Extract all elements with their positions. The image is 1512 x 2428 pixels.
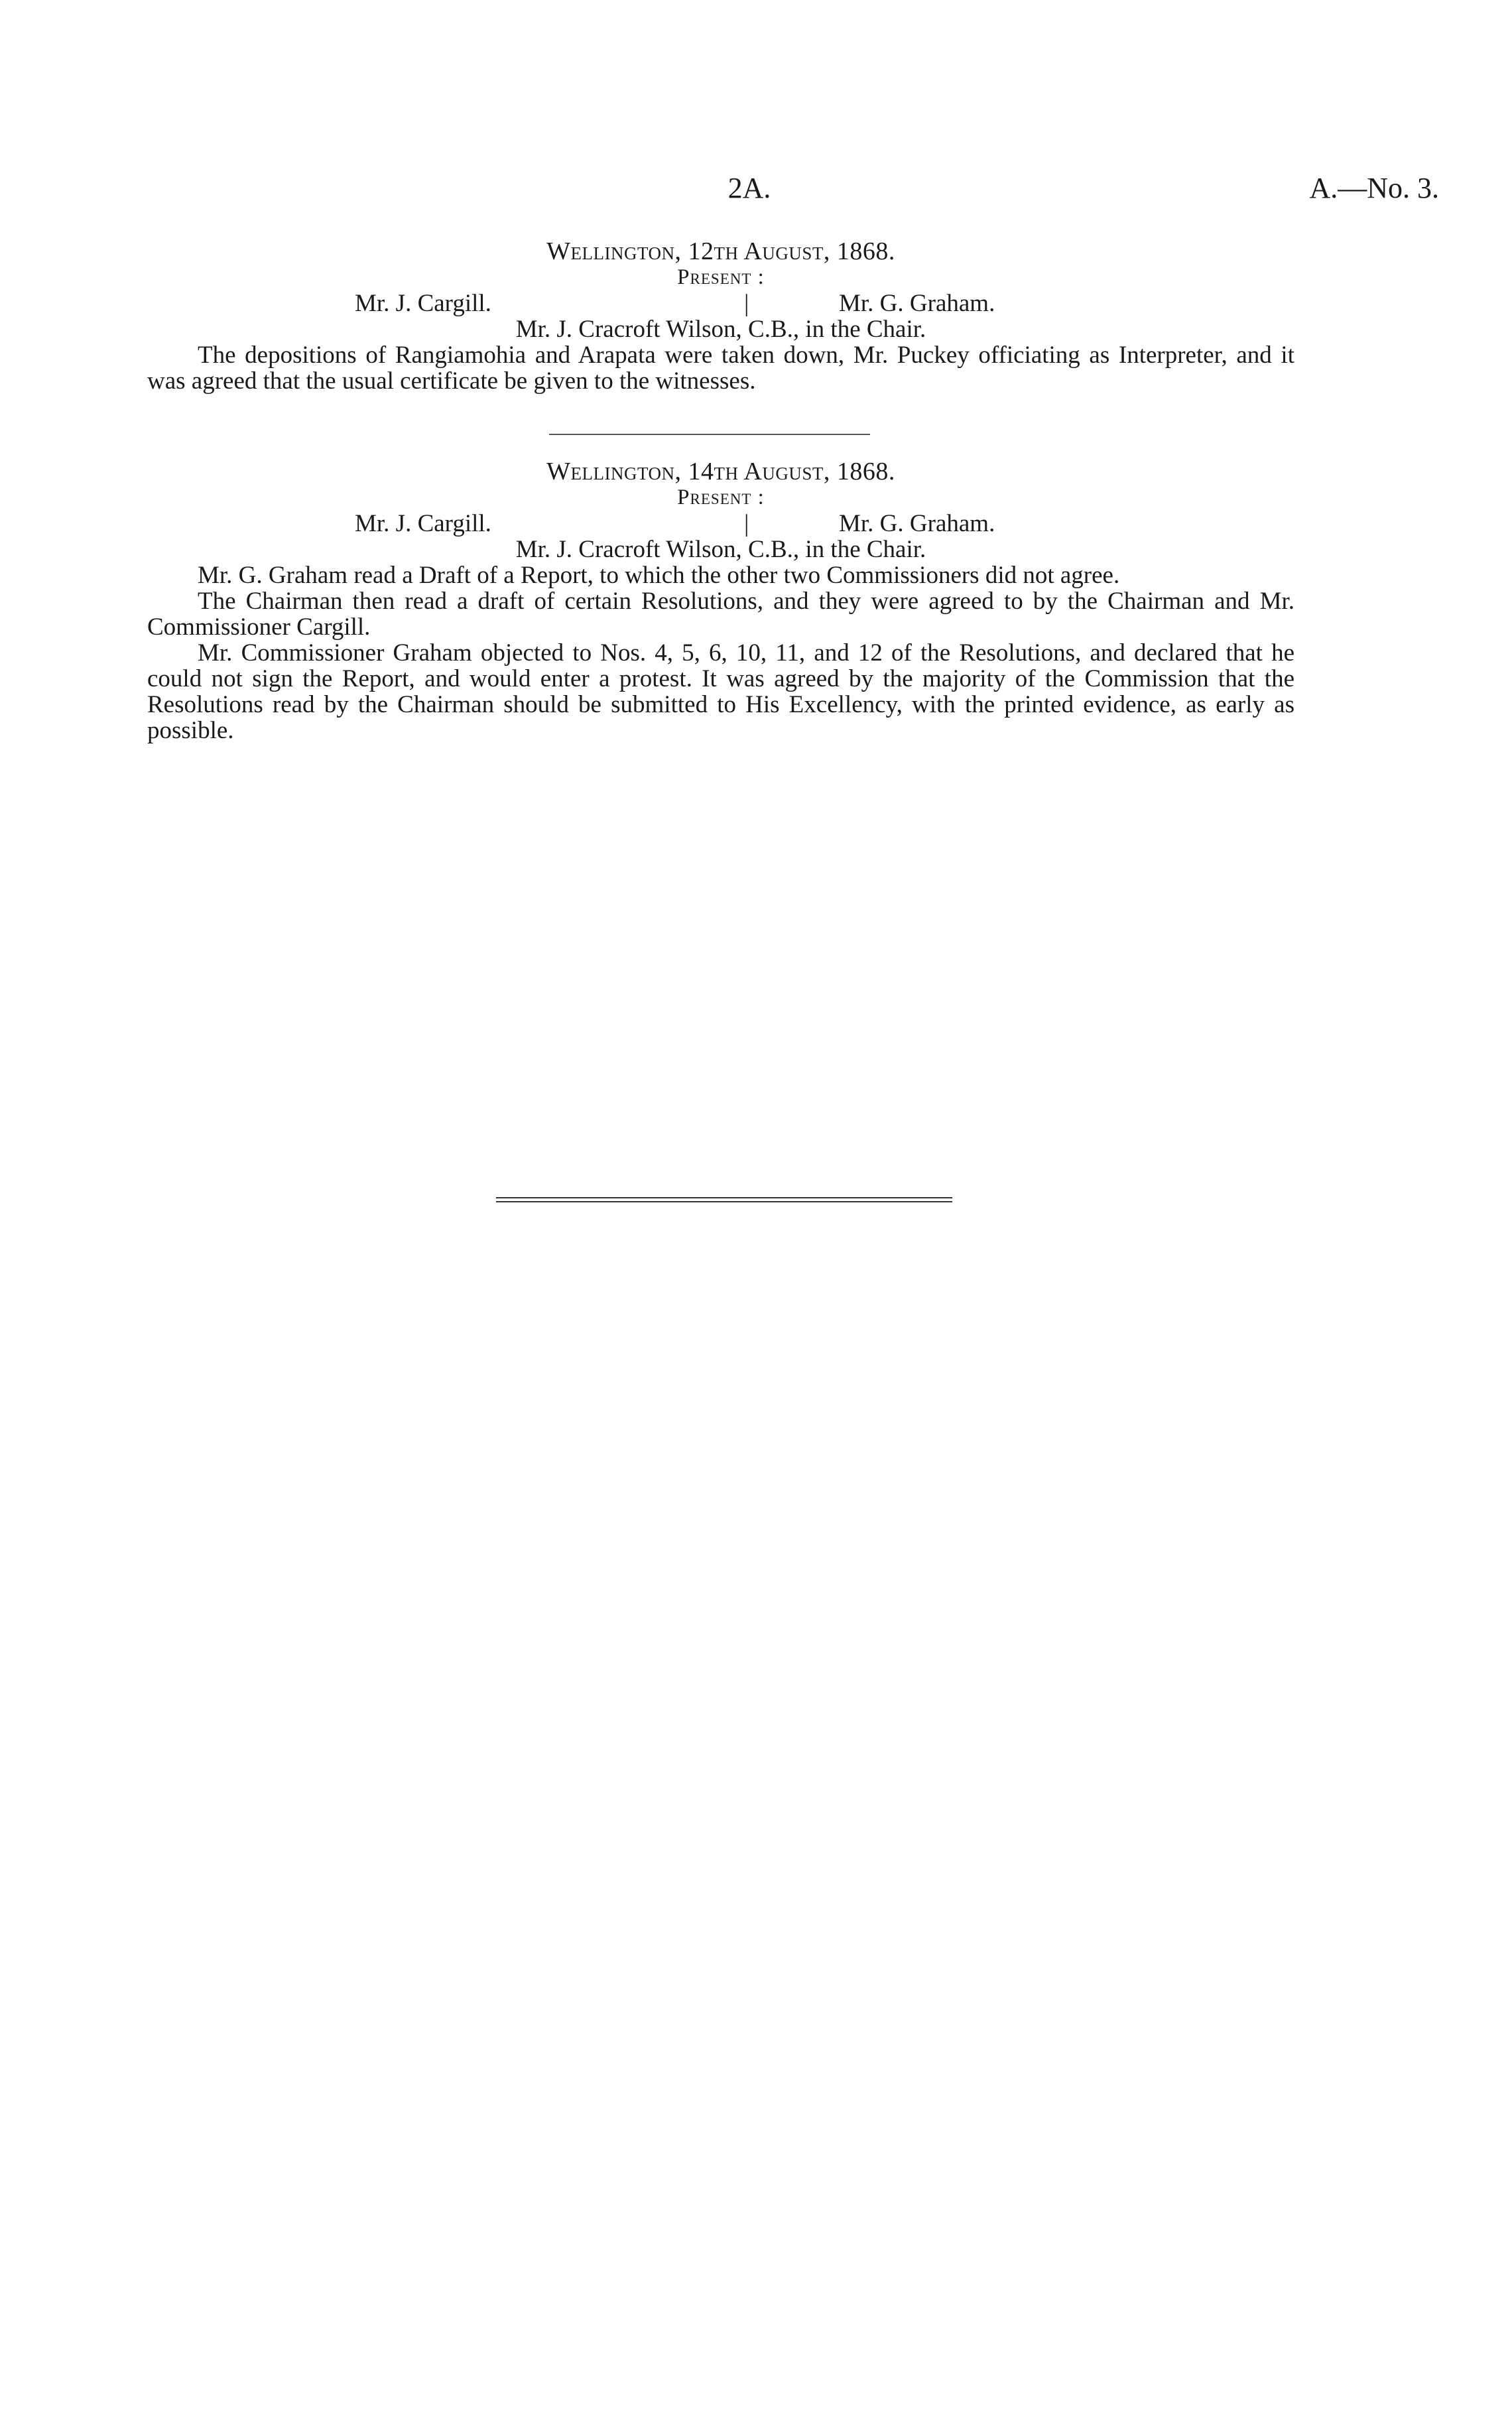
- chair-line: Mr. J. Cracroft Wilson, C.B., in the Chair.: [515, 316, 926, 343]
- chair-line: Mr. J. Cracroft Wilson, C.B., in the Chair.: [515, 536, 926, 563]
- minute-paragraph: Mr. G. Graham read a Draft of a Report, to which the other two Commissioners did not agree.: [198, 562, 1120, 589]
- present-label: Present :: [677, 485, 765, 509]
- member-separator: |: [744, 290, 749, 317]
- session-heading: Wellington, 14th August, 1868.: [546, 458, 895, 485]
- member-graham: Mr. G. Graham.: [839, 290, 995, 317]
- present-label: Present :: [677, 265, 765, 289]
- members-row: [147, 511, 1294, 537]
- session-14-august: [147, 459, 1294, 743]
- member-graham: Mr. G. Graham.: [839, 510, 995, 537]
- section-divider: [549, 434, 870, 435]
- member-cargill: Mr. J. Cargill.: [355, 290, 491, 317]
- page-number: 2A.: [727, 172, 771, 204]
- minute-paragraph: The Chairman then read a draft of certain Resolutions, and they were agreed to by the Chairman and Mr. Commissioner Cargill.: [147, 588, 1294, 641]
- session-heading: Wellington, 12th August, 1868.: [546, 237, 895, 265]
- minute-paragraph: Mr. Commissioner Graham objected to Nos. 4, 5, 6, 10, 11, and 12 of the Resolutions, and declared that he could not sign the Report, and would enter a protest. It was agreed by the majority of the Commission that the Resolutions read by the Chairman should be submitted to His Excellency, with the printed evidence, as early as possible.: [147, 639, 1294, 744]
- member-separator: |: [744, 510, 749, 537]
- session-12-august: [147, 239, 1294, 394]
- member-cargill: Mr. J. Cargill.: [355, 510, 491, 537]
- minute-paragraph: The depositions of Rangiamohia and Arapata were taken down, Mr. Puckey officiating as Interpreter, and it was agreed that the usual certificate be given to the witnesses.: [147, 342, 1294, 395]
- closing-double-rule: [496, 1197, 952, 1202]
- document-reference: A.—No. 3.: [1309, 172, 1439, 204]
- members-row: [147, 290, 1294, 316]
